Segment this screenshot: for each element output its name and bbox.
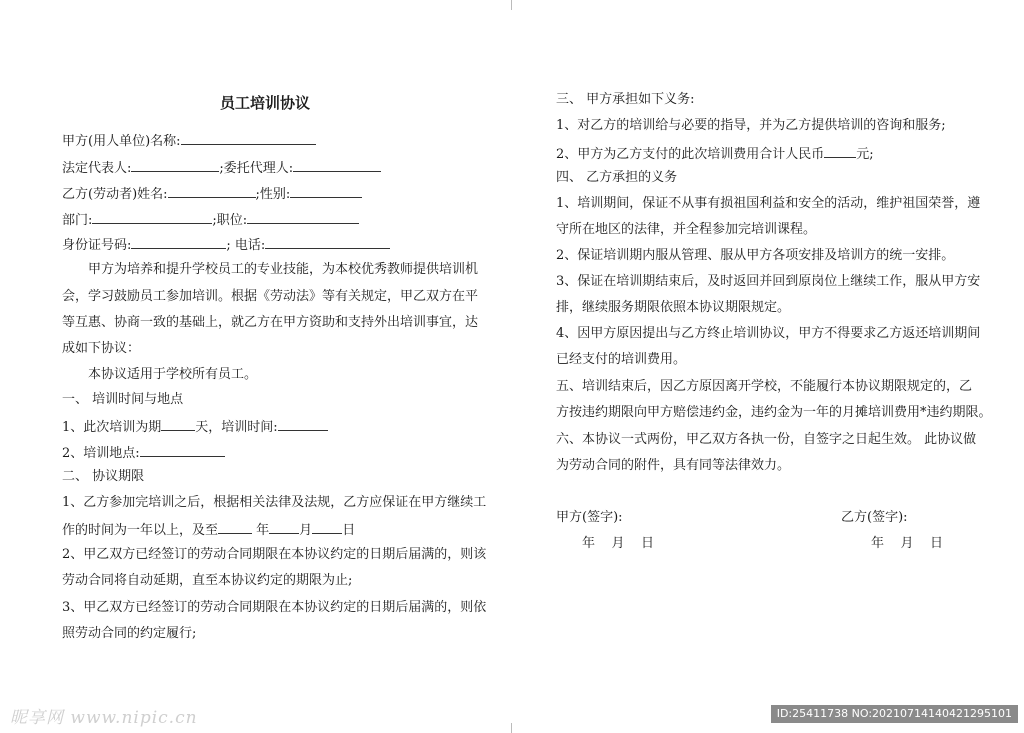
agent-field[interactable] xyxy=(293,159,381,172)
party-a-line xyxy=(62,132,316,150)
dept-field[interactable] xyxy=(92,211,212,224)
section-4-item-3-line-2: 排，继续服务期限依照本协议期限规定。 xyxy=(556,300,791,315)
party-a-sign-date: 年 月 日 xyxy=(582,536,655,551)
gender-field[interactable] xyxy=(290,185,362,198)
section-1-item-2 xyxy=(62,444,225,462)
s2-1-until-label: 作的时间为一年以上，及至 xyxy=(62,523,219,538)
section-3-heading: 三、 甲方承担如下义务: xyxy=(556,92,695,107)
party-a-field[interactable] xyxy=(181,132,316,145)
party-b-label: 乙方(劳动者)姓名: xyxy=(62,187,168,202)
section-4-heading: 四、 乙方承担的义务 xyxy=(556,170,678,185)
document-title: 员工培训协议 xyxy=(220,94,311,112)
gender-label: ;性别: xyxy=(255,187,291,202)
agent-label: ;委托代理人: xyxy=(219,161,294,176)
party-b-field[interactable] xyxy=(168,185,256,198)
section-2-item-1-line-1: 1、乙方参加完培训之后，根据相关法律及法规，乙方应保证在甲方继续工 xyxy=(62,495,487,510)
image-id-watermark: ID:25411738 NO:20210714140421295101 xyxy=(771,705,1018,723)
party-b-signature-label: 乙方(签字): xyxy=(841,510,908,525)
position-label: ;职位: xyxy=(212,213,248,228)
section-1-item-1 xyxy=(62,418,328,436)
section-4-item-3-line-1: 3、保证在培训期结束后，及时返回并回到原岗位上继续工作，服从甲方安 xyxy=(556,274,981,289)
training-time-field[interactable] xyxy=(278,418,328,431)
id-line xyxy=(62,236,390,254)
section-4-item-4-line-1: 4、因甲方原因提出与乙方终止培训协议，甲方不得要求乙方返还培训期间 xyxy=(556,326,981,341)
section-2-item-3-line-2: 照劳动合同的约定履行; xyxy=(62,626,197,641)
s3-2-unit: 元; xyxy=(856,147,874,162)
legal-rep-line xyxy=(62,159,381,177)
scope-line: 本协议适用于学校所有员工。 xyxy=(88,367,258,382)
intro-line-3: 等互惠、协商一致的基础上，就乙方在甲方资助和支持外出培训事宜，达 xyxy=(62,315,479,330)
section-6-line-2: 为劳动合同的附件，具有同等法律效力。 xyxy=(556,458,791,473)
day-label: 日 xyxy=(342,523,356,538)
section-3-item-1: 1、对乙方的培训给与必要的指导，并为乙方提供培训的咨询和服务; xyxy=(556,118,946,133)
training-days-field[interactable] xyxy=(161,418,195,431)
party-a-label: 甲方(用人单位)名称: xyxy=(62,134,181,149)
section-6-line-1: 六、本协议一式两份，甲乙双方各执一份，自签字之日起生效。 此协议做 xyxy=(556,432,977,447)
dept-line xyxy=(62,211,359,229)
section-1-heading: 一、 培训时间与地点 xyxy=(62,392,184,407)
section-2-heading: 二、 协议期限 xyxy=(62,469,145,484)
s3-2-label: 2、甲方为乙方支付的此次培训费用合计人民币 xyxy=(556,147,825,162)
section-4-item-2: 2、保证培训期内服从管理、服从甲方各项安排及培训方的统一安排。 xyxy=(556,248,955,263)
month-label: 月 xyxy=(299,523,313,538)
intro-line-2: 会，学习鼓励员工参加培训。根据《劳动法》等有关规定，甲乙双方在平 xyxy=(62,289,479,304)
section-2-item-2-line-1: 2、甲乙双方已经签订的劳动合同期限在本协议约定的日期后届满的，则该 xyxy=(62,547,487,562)
training-fee-field[interactable] xyxy=(824,145,856,158)
id-label: 身份证号码: xyxy=(62,238,132,253)
legal-rep-label: 法定代表人: xyxy=(62,161,132,176)
site-watermark: 昵享网 www.nipic.cn xyxy=(10,708,198,728)
section-2-item-1-line-2 xyxy=(62,521,355,539)
section-4-item-1-line-1: 1、培训期间，保证不从事有损祖国利益和安全的活动，维护祖国荣誉，遵 xyxy=(556,196,981,211)
page-fold-mark-top xyxy=(511,0,512,10)
until-day-field[interactable] xyxy=(312,521,342,534)
section-3-item-2 xyxy=(556,145,874,163)
party-b-sign-date: 年 月 日 xyxy=(871,536,944,551)
training-location-field[interactable] xyxy=(140,444,225,457)
page-fold-mark-bottom xyxy=(511,723,512,733)
until-year-field[interactable] xyxy=(218,521,252,534)
section-4-item-1-line-2: 守所在地区的法律，并全程参加完培训课程。 xyxy=(556,222,817,237)
intro-line-4: 成如下协议： xyxy=(62,341,141,356)
section-4-item-4-line-2: 已经支付的培训费用。 xyxy=(556,352,687,367)
dept-label: 部门: xyxy=(62,213,93,228)
position-field[interactable] xyxy=(247,211,359,224)
section-5-line-1: 五、培训结束后，因乙方原因离开学校，不能履行本协议期限规定的，乙 xyxy=(556,379,973,394)
section-5-line-2: 方按违约期限向甲方赔偿违约金，违约金为一年的月摊培训费用*违约期限。 xyxy=(556,405,992,420)
phone-label: ; 电话: xyxy=(226,238,266,253)
s1-1-time-label: 天，培训时间: xyxy=(195,420,278,435)
year-label: 年 xyxy=(256,523,270,538)
s1-2-label: 2、培训地点: xyxy=(62,446,140,461)
party-a-signature-label: 甲方(签字): xyxy=(556,510,623,525)
intro-line-1: 甲方为培养和提升学校员工的专业技能，为本校优秀教师提供培训机 xyxy=(88,262,479,277)
phone-field[interactable] xyxy=(265,236,390,249)
id-field[interactable] xyxy=(131,236,226,249)
section-2-item-2-line-2: 劳动合同将自动延期，直至本协议约定的期限为止; xyxy=(62,573,353,588)
legal-rep-field[interactable] xyxy=(131,159,219,172)
party-b-line xyxy=(62,185,362,203)
s1-1-label: 1、此次培训为期 xyxy=(62,420,162,435)
until-month-field[interactable] xyxy=(269,521,299,534)
section-2-item-3-line-1: 3、甲乙双方已经签订的劳动合同期限在本协议约定的日期后届满的，则依 xyxy=(62,600,487,615)
